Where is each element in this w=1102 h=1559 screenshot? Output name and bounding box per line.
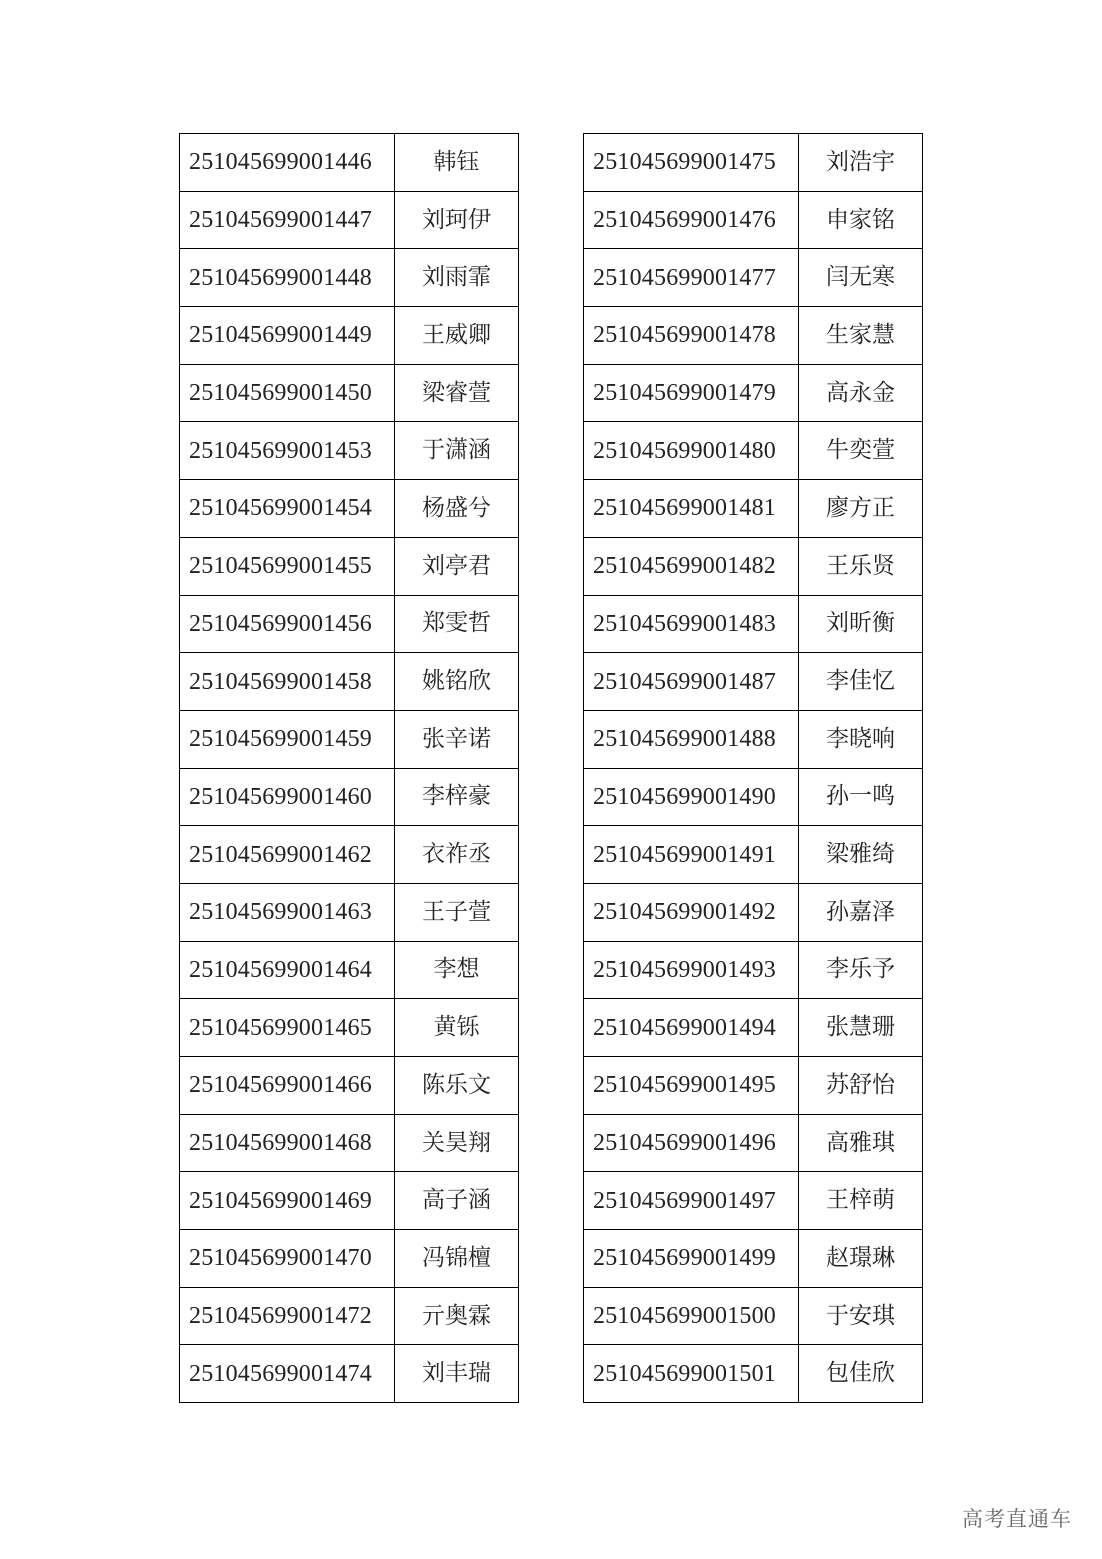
candidate-name-cell: 于安琪 bbox=[799, 1287, 923, 1345]
table-row bbox=[584, 307, 923, 365]
candidate-name-cell: 王乐贤 bbox=[799, 537, 923, 595]
candidate-id-cell: 251045699001494 bbox=[584, 999, 799, 1057]
candidate-name-cell: 杨盛兮 bbox=[395, 480, 519, 538]
candidate-name-cell: 孙一鸣 bbox=[799, 768, 923, 826]
table-row bbox=[180, 1287, 519, 1345]
candidate-id-cell: 251045699001470 bbox=[180, 1230, 395, 1288]
candidate-name-cell: 包佳欣 bbox=[799, 1345, 923, 1403]
candidate-id-cell: 251045699001479 bbox=[584, 364, 799, 422]
table-row bbox=[180, 134, 519, 192]
candidate-name-cell: 冯锦檀 bbox=[395, 1230, 519, 1288]
candidate-name-cell: 刘珂伊 bbox=[395, 191, 519, 249]
table-row bbox=[180, 1114, 519, 1172]
watermark-text: 高考直通车 bbox=[962, 1507, 1072, 1531]
table-row bbox=[180, 1345, 519, 1403]
candidate-name-cell: 高子涵 bbox=[395, 1172, 519, 1230]
candidate-name-cell: 李佳忆 bbox=[799, 653, 923, 711]
candidate-id-cell: 251045699001500 bbox=[584, 1287, 799, 1345]
table-row bbox=[584, 1345, 923, 1403]
candidate-name-cell: 高永金 bbox=[799, 364, 923, 422]
candidate-name-cell: 关昊翔 bbox=[395, 1114, 519, 1172]
table-row bbox=[180, 653, 519, 711]
table-row bbox=[584, 1114, 923, 1172]
candidate-name-cell: 孙嘉泽 bbox=[799, 883, 923, 941]
candidate-name-cell: 李乐予 bbox=[799, 941, 923, 999]
table-row bbox=[584, 422, 923, 480]
candidate-name-cell: 李晓响 bbox=[799, 710, 923, 768]
candidate-name-cell: 亓奥霖 bbox=[395, 1287, 519, 1345]
candidate-id-cell: 251045699001497 bbox=[584, 1172, 799, 1230]
candidate-name-cell: 张慧珊 bbox=[799, 999, 923, 1057]
candidate-id-cell: 251045699001454 bbox=[180, 480, 395, 538]
table-row bbox=[584, 941, 923, 999]
candidate-id-cell: 251045699001448 bbox=[180, 249, 395, 307]
table-row bbox=[584, 1172, 923, 1230]
candidate-id-cell: 251045699001456 bbox=[180, 595, 395, 653]
candidate-id-cell: 251045699001446 bbox=[180, 134, 395, 192]
candidate-id-cell: 251045699001458 bbox=[180, 653, 395, 711]
table-row bbox=[180, 826, 519, 884]
candidate-id-cell: 251045699001463 bbox=[180, 883, 395, 941]
table-row bbox=[180, 883, 519, 941]
candidate-name-cell: 苏舒怡 bbox=[799, 1057, 923, 1115]
table-row bbox=[180, 1057, 519, 1115]
candidate-id-cell: 251045699001499 bbox=[584, 1230, 799, 1288]
candidate-id-cell: 251045699001478 bbox=[584, 307, 799, 365]
candidate-id-cell: 251045699001476 bbox=[584, 191, 799, 249]
candidate-id-cell: 251045699001453 bbox=[180, 422, 395, 480]
candidate-id-cell: 251045699001482 bbox=[584, 537, 799, 595]
table-row bbox=[584, 134, 923, 192]
candidate-id-cell: 251045699001464 bbox=[180, 941, 395, 999]
candidate-name-cell: 高雅琪 bbox=[799, 1114, 923, 1172]
table-row bbox=[584, 1287, 923, 1345]
candidate-id-cell: 251045699001455 bbox=[180, 537, 395, 595]
candidate-id-cell: 251045699001475 bbox=[584, 134, 799, 192]
candidate-id-cell: 251045699001496 bbox=[584, 1114, 799, 1172]
candidate-name-cell: 刘昕衡 bbox=[799, 595, 923, 653]
candidate-id-cell: 251045699001469 bbox=[180, 1172, 395, 1230]
candidate-id-cell: 251045699001466 bbox=[180, 1057, 395, 1115]
table-row bbox=[584, 1057, 923, 1115]
candidate-name-cell: 闫无寒 bbox=[799, 249, 923, 307]
table-row bbox=[584, 999, 923, 1057]
candidate-name-cell: 刘浩宇 bbox=[799, 134, 923, 192]
candidate-name-cell: 郑雯哲 bbox=[395, 595, 519, 653]
candidate-id-cell: 251045699001490 bbox=[584, 768, 799, 826]
table-row bbox=[180, 249, 519, 307]
candidate-name-cell: 陈乐文 bbox=[395, 1057, 519, 1115]
table-row bbox=[180, 422, 519, 480]
table-row bbox=[584, 768, 923, 826]
table-row bbox=[180, 595, 519, 653]
candidate-id-cell: 251045699001447 bbox=[180, 191, 395, 249]
candidate-name-cell: 王子萱 bbox=[395, 883, 519, 941]
candidate-id-cell: 251045699001487 bbox=[584, 653, 799, 711]
candidate-id-cell: 251045699001477 bbox=[584, 249, 799, 307]
table-row bbox=[180, 480, 519, 538]
table-row bbox=[584, 826, 923, 884]
table-row bbox=[584, 191, 923, 249]
candidate-id-cell: 251045699001449 bbox=[180, 307, 395, 365]
table-row bbox=[180, 537, 519, 595]
candidate-id-cell: 251045699001495 bbox=[584, 1057, 799, 1115]
table-row bbox=[180, 710, 519, 768]
candidate-id-cell: 251045699001450 bbox=[180, 364, 395, 422]
table-row bbox=[584, 1230, 923, 1288]
candidate-id-cell: 251045699001465 bbox=[180, 999, 395, 1057]
candidate-name-cell: 王威卿 bbox=[395, 307, 519, 365]
candidate-id-cell: 251045699001483 bbox=[584, 595, 799, 653]
candidate-name-cell: 王梓萌 bbox=[799, 1172, 923, 1230]
candidate-name-cell: 刘丰瑞 bbox=[395, 1345, 519, 1403]
candidate-name-cell: 黄铄 bbox=[395, 999, 519, 1057]
candidate-name-cell: 张辛诺 bbox=[395, 710, 519, 768]
candidate-name-cell: 衣祚丞 bbox=[395, 826, 519, 884]
candidate-name-cell: 姚铭欣 bbox=[395, 653, 519, 711]
table-row bbox=[584, 537, 923, 595]
table-row bbox=[584, 883, 923, 941]
table-row bbox=[180, 364, 519, 422]
candidate-name-cell: 梁睿萱 bbox=[395, 364, 519, 422]
candidate-id-cell: 251045699001480 bbox=[584, 422, 799, 480]
candidate-id-cell: 251045699001459 bbox=[180, 710, 395, 768]
candidate-name-cell: 于潇涵 bbox=[395, 422, 519, 480]
candidate-name-cell: 梁雅绮 bbox=[799, 826, 923, 884]
table-row bbox=[584, 364, 923, 422]
candidate-id-cell: 251045699001501 bbox=[584, 1345, 799, 1403]
candidate-id-cell: 251045699001468 bbox=[180, 1114, 395, 1172]
candidate-name-cell: 李想 bbox=[395, 941, 519, 999]
table-row bbox=[584, 249, 923, 307]
candidate-id-cell: 251045699001481 bbox=[584, 480, 799, 538]
table-row bbox=[180, 1230, 519, 1288]
candidate-id-cell: 251045699001493 bbox=[584, 941, 799, 999]
candidate-name-cell: 刘雨霏 bbox=[395, 249, 519, 307]
candidate-id-cell: 251045699001460 bbox=[180, 768, 395, 826]
candidate-name-cell: 韩钰 bbox=[395, 134, 519, 192]
candidate-name-cell: 刘亭君 bbox=[395, 537, 519, 595]
candidate-id-cell: 251045699001474 bbox=[180, 1345, 395, 1403]
table-row bbox=[584, 710, 923, 768]
candidate-id-cell: 251045699001462 bbox=[180, 826, 395, 884]
table-row bbox=[584, 480, 923, 538]
table-row bbox=[584, 653, 923, 711]
candidate-name-cell: 廖方正 bbox=[799, 480, 923, 538]
roster-table-right bbox=[583, 133, 923, 1403]
table-row bbox=[180, 191, 519, 249]
candidate-name-cell: 申家铭 bbox=[799, 191, 923, 249]
candidate-id-cell: 251045699001491 bbox=[584, 826, 799, 884]
candidate-id-cell: 251045699001488 bbox=[584, 710, 799, 768]
table-row bbox=[180, 768, 519, 826]
candidate-name-cell: 牛奕萱 bbox=[799, 422, 923, 480]
table-row bbox=[584, 595, 923, 653]
candidate-name-cell: 李梓豪 bbox=[395, 768, 519, 826]
candidate-name-cell: 生家慧 bbox=[799, 307, 923, 365]
roster-table-left bbox=[179, 133, 519, 1403]
candidate-id-cell: 251045699001472 bbox=[180, 1287, 395, 1345]
candidate-name-cell: 赵璟琳 bbox=[799, 1230, 923, 1288]
candidate-id-cell: 251045699001492 bbox=[584, 883, 799, 941]
table-row bbox=[180, 1172, 519, 1230]
table-row bbox=[180, 307, 519, 365]
table-row bbox=[180, 999, 519, 1057]
table-row bbox=[180, 941, 519, 999]
